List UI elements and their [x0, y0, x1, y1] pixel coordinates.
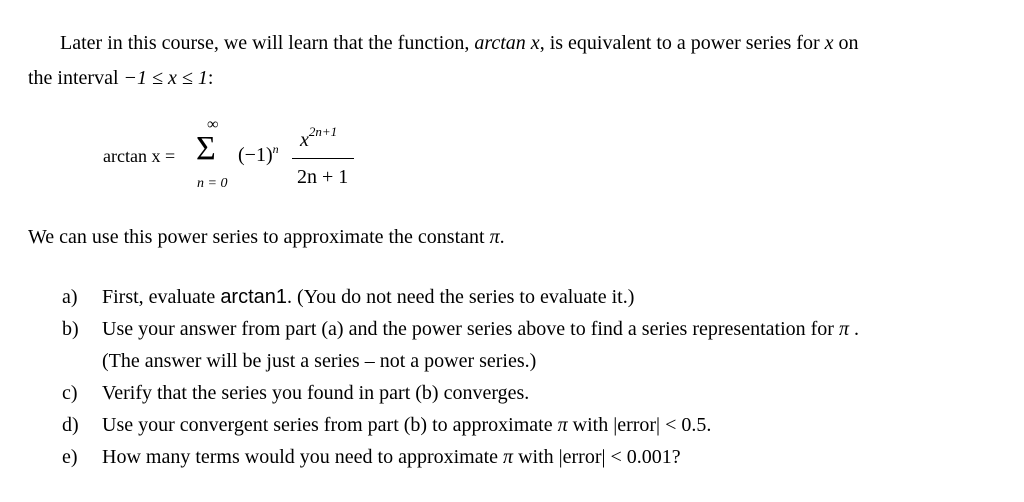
part-text: Use your answer from part (a) and the power series above to find a series representation for [102, 318, 839, 340]
intro-on: on [838, 32, 859, 54]
intro-line1-end: , is equivalent to a power series for [539, 32, 820, 54]
power-series-formula [0, 110, 420, 210]
part-text-end: with |error| < 0.5. [567, 414, 712, 436]
formula-term-exp: n [272, 142, 279, 156]
pi-paragraph [28, 226, 505, 249]
list-item [62, 345, 1002, 377]
formula-sum-upper: ∞ [207, 116, 219, 133]
list-item [62, 409, 1002, 441]
pi-symbol: π [489, 226, 500, 248]
formula-sum-lower: n = 0 [197, 176, 228, 191]
part-label: a) [62, 286, 78, 308]
part-text: Verify that the series you found in part (b) converges. [102, 382, 530, 404]
intro-var-x: x [824, 32, 834, 54]
intro-function: arctan x [474, 32, 540, 54]
intro-line2: the interval [28, 67, 119, 89]
intro-paragraph [28, 26, 998, 96]
part-math: π [503, 446, 514, 468]
question-parts-list [62, 281, 1002, 473]
part-text: Use your convergent series from part (b) to approximate [102, 414, 558, 436]
part-label: d) [62, 414, 79, 436]
intro-interval: −1 ≤ x ≤ 1 [123, 67, 208, 89]
fraction-bar [292, 158, 354, 159]
formula-term [238, 142, 279, 167]
part-text: First, evaluate [102, 286, 221, 308]
part-math: arctan1 [220, 286, 288, 308]
part-text: How many terms would you need to approximate [102, 446, 504, 468]
part-math: π [557, 414, 568, 436]
part-text-end: with |error| < 0.001? [513, 446, 681, 468]
formula-sigma: Σ [196, 130, 216, 167]
part-label: c) [62, 382, 78, 404]
part-text: (The answer will be just a series – not a power series.) [102, 350, 537, 372]
formula-lhs: arctan x = [103, 146, 176, 166]
part-text-end: . [848, 318, 859, 340]
list-item [62, 281, 1002, 313]
list-item [62, 313, 1002, 345]
part-label: e) [62, 446, 78, 468]
part-label: b) [62, 318, 79, 340]
formula-num-exp: 2n+1 [308, 124, 338, 139]
pi-paragraph-end: . [499, 226, 505, 248]
part-math: π [838, 318, 849, 340]
formula-num-base: x [300, 129, 309, 151]
intro-colon: : [207, 67, 214, 89]
intro-line1: Later in this course, we will learn that the function, [60, 32, 470, 54]
list-item [62, 441, 1002, 473]
formula-term-base: (−1) [238, 144, 273, 166]
formula-numerator [300, 124, 337, 152]
pi-paragraph-text: We can use this power series to approximate the constant [28, 226, 485, 248]
list-item [62, 377, 1002, 409]
formula-denominator: 2n + 1 [297, 166, 349, 188]
part-text-end: . (You do not need the series to evaluate it.) [287, 286, 635, 308]
